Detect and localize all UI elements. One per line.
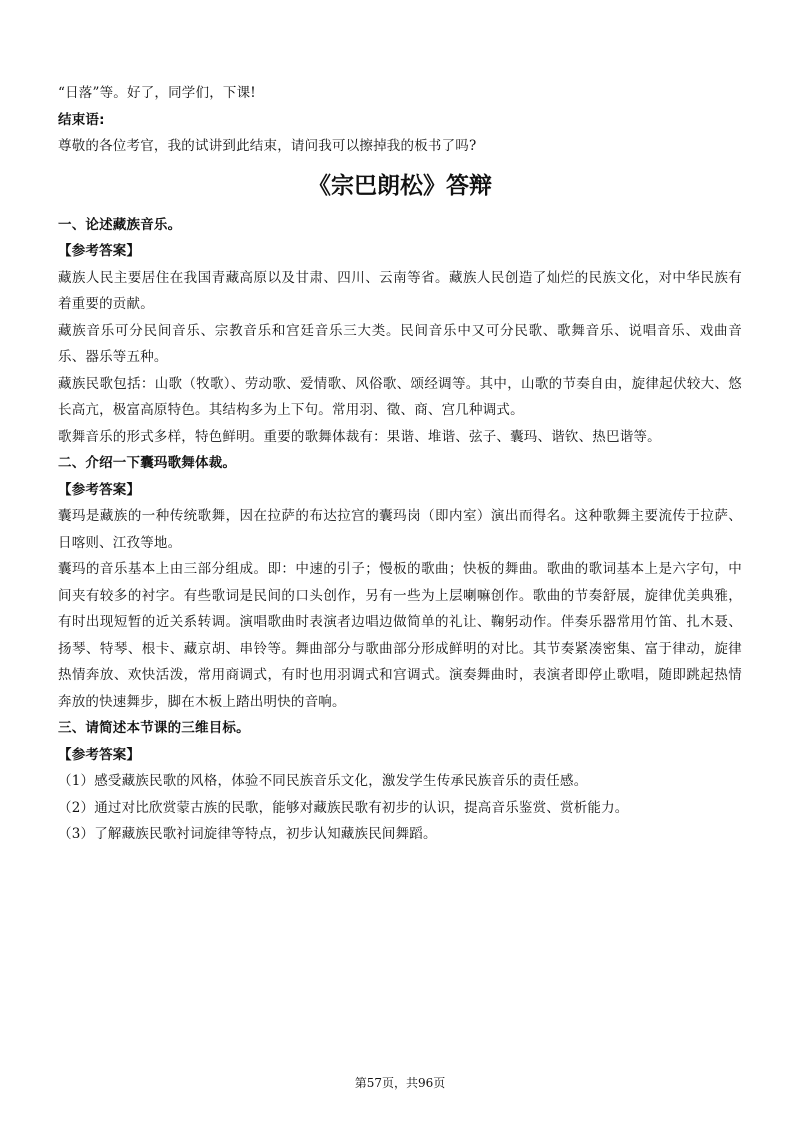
page-content [58,80,742,848]
paragraph: 藏族音乐可分民间音乐、宗教音乐和宫廷音乐三大类。民间音乐中又可分民歌、歌舞音乐、说唱音乐、戏曲音乐、器乐等五种。 [58,322,742,365]
objective-item: （1）感受藏族民歌的风格，体验不同民族音乐文化，激发学生传承民族音乐的责任感。 [58,773,588,789]
objective-item: （3）了解藏族民歌衬词旋律等特点，初步认知藏族民间舞蹈。 [58,826,437,842]
answer-label-3: 【参考答案】 [58,746,141,763]
page-number: 第57页，共96页 [354,1076,446,1090]
question-3: 三、请简述本节课的三维目标。 [58,720,250,736]
paragraph: 囊玛的音乐基本上由三部分组成。即：中速的引子；慢板的歌曲；快板的舞曲。歌曲的歌词基本上是六字句，中间夹有较多的衬字。有些歌词是民间的口头创作，另有一些为上层喇嘛创作。歌曲的节奏舒展，旋律优美典雅，有时出现短暂的近关系转调。演唱歌曲时表演者边唱边做简单的礼让、鞠躬动作。伴奏乐器常用竹笛、扎木聂、扬琴、特琴、根卡、藏京胡、串铃等。舞曲部分与歌曲部分形成鲜明的对比。其节奏紧凑密集、富于律动，旋律热情奔放、欢快活泼，常用商调式，有时也用羽调式和宫调式。演奏舞曲时，表演者即停止歌唱，随即跳起热情奔放的快速舞步，脚在木板上踏出明快的音响。 [58,561,742,710]
paragraph: 藏族人民主要居住在我国青藏高原以及甘肃、四川、云南等省。藏族人民创造了灿烂的民族文化，对中华民族有着重要的贡献。 [58,269,742,312]
paragraph: 歌舞音乐的形式多样，特色鲜明。重要的歌舞体裁有：果谐、堆谐、弦子、囊玛、谐钦、热巴谐等。 [58,428,661,445]
closing-text: 尊敬的各位考官，我的试讲到此结束，请问我可以擦掉我的板书了吗? [58,138,477,154]
objective-item: （2）通过对比欣赏蒙古族的民歌，能够对藏族民歌有初步的认识，提高音乐鉴赏、赏析能力。 [58,799,629,816]
paragraph: 藏族民歌包括：山歌（牧歌）、劳动歌、爱情歌、风俗歌、颂经调等。其中，山歌的节奏自由，旋律起伏较大、悠长高亢，极富高原特色。其结构多为上下句。常用羽、徵、商、宫几种调式。 [58,375,742,418]
paragraph: 囊玛是藏族的一种传统歌舞，因在拉萨的布达拉宫的囊玛岗（即内室）演出而得名。这种歌舞主要流传于拉萨、日喀则、江孜等地。 [58,508,742,551]
answer-label-1: 【参考答案】 [58,243,141,259]
page-title: 《宗巴朗松》答辩 [308,172,492,199]
answer-label-2: 【参考答案】 [58,481,141,498]
question-2: 二、介绍一下囊玛歌舞体裁。 [58,455,237,471]
question-1: 一、论述藏族音乐。 [58,216,182,233]
intro-line: “日落”等。好了，同学们，下课! [58,85,256,101]
closing-label: 结束语: [58,111,105,128]
